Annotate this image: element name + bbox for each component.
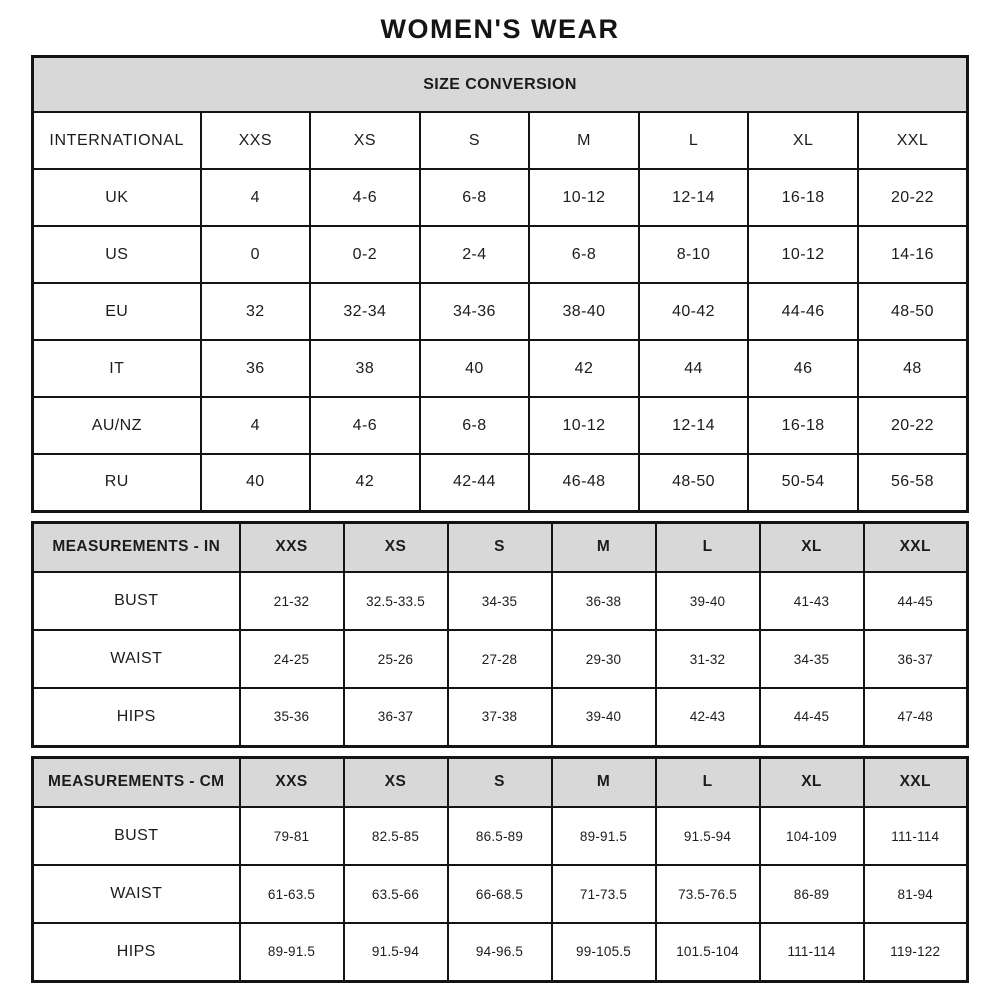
value-cell: 94-96.5 <box>448 923 552 981</box>
value-cell: 31-32 <box>656 630 760 688</box>
size-column-header: XS <box>344 757 448 807</box>
value-cell: 46 <box>748 340 858 397</box>
value-cell: 16-18 <box>748 397 858 454</box>
value-cell: 48 <box>858 340 968 397</box>
size-column-header: L <box>656 522 760 572</box>
value-cell: 48-50 <box>639 454 749 511</box>
row-label: IT <box>33 340 201 397</box>
table-row <box>33 865 968 923</box>
value-cell: 10-12 <box>748 226 858 283</box>
value-cell: 91.5-94 <box>656 807 760 865</box>
corner-header-cell: MEASUREMENTS - CM <box>33 757 240 807</box>
value-cell: 12-14 <box>639 397 749 454</box>
value-cell: 14-16 <box>858 226 968 283</box>
size-column-header: S <box>448 522 552 572</box>
size-column-header: XL <box>760 757 864 807</box>
row-label: US <box>33 226 201 283</box>
value-cell: 81-94 <box>864 865 968 923</box>
size-column-header: M <box>552 757 656 807</box>
value-cell: 29-30 <box>552 630 656 688</box>
value-cell: 44 <box>639 340 749 397</box>
value-cell: 38-40 <box>529 283 639 340</box>
value-cell: 44-46 <box>748 283 858 340</box>
row-label: HIPS <box>33 688 240 746</box>
row-label: WAIST <box>33 865 240 923</box>
value-cell: 40-42 <box>639 283 749 340</box>
table-row <box>33 454 968 511</box>
value-cell: 35-36 <box>240 688 344 746</box>
value-cell: 4 <box>201 169 311 226</box>
value-cell: 86.5-89 <box>448 807 552 865</box>
value-cell: 10-12 <box>529 397 639 454</box>
value-cell: 40 <box>201 454 311 511</box>
measurements-in-table <box>31 521 969 748</box>
value-cell: 24-25 <box>240 630 344 688</box>
table-row <box>33 169 968 226</box>
value-cell: 4-6 <box>310 397 420 454</box>
value-cell: 32 <box>201 283 311 340</box>
table-row <box>33 340 968 397</box>
size-column-header: M <box>552 522 656 572</box>
size-column-header: XXS <box>240 522 344 572</box>
table-title: SIZE CONVERSION <box>33 57 968 113</box>
value-cell: 44-45 <box>760 688 864 746</box>
value-cell: 6-8 <box>420 397 530 454</box>
value-cell: 91.5-94 <box>344 923 448 981</box>
value-cell: 86-89 <box>760 865 864 923</box>
value-cell: 82.5-85 <box>344 807 448 865</box>
value-cell: 119-122 <box>864 923 968 981</box>
value-cell: 101.5-104 <box>656 923 760 981</box>
size-column-header: S <box>420 112 530 169</box>
value-cell: 48-50 <box>858 283 968 340</box>
value-cell: 32-34 <box>310 283 420 340</box>
table-row <box>33 807 968 865</box>
size-column-header: L <box>639 112 749 169</box>
value-cell: 63.5-66 <box>344 865 448 923</box>
table-row <box>33 283 968 340</box>
row-label: WAIST <box>33 630 240 688</box>
size-column-header: XL <box>748 112 858 169</box>
value-cell: 89-91.5 <box>240 923 344 981</box>
value-cell: 0 <box>201 226 311 283</box>
row-label: BUST <box>33 807 240 865</box>
size-column-header: XXL <box>864 522 968 572</box>
value-cell: 36-37 <box>344 688 448 746</box>
size-conversion-table <box>31 55 969 513</box>
value-cell: 71-73.5 <box>552 865 656 923</box>
size-column-header: XS <box>344 522 448 572</box>
value-cell: 36-37 <box>864 630 968 688</box>
size-column-header: XXL <box>864 757 968 807</box>
value-cell: 34-36 <box>420 283 530 340</box>
tables-container <box>0 55 1000 983</box>
table-row <box>33 572 968 630</box>
value-cell: 34-35 <box>448 572 552 630</box>
size-column-header: XXS <box>240 757 344 807</box>
value-cell: 4 <box>201 397 311 454</box>
value-cell: 47-48 <box>864 688 968 746</box>
table-row <box>33 397 968 454</box>
size-column-header: XS <box>310 112 420 169</box>
value-cell: 42 <box>529 340 639 397</box>
value-cell: 73.5-76.5 <box>656 865 760 923</box>
value-cell: 79-81 <box>240 807 344 865</box>
value-cell: 104-109 <box>760 807 864 865</box>
value-cell: 12-14 <box>639 169 749 226</box>
table-row <box>33 688 968 746</box>
value-cell: 32.5-33.5 <box>344 572 448 630</box>
value-cell: 0-2 <box>310 226 420 283</box>
value-cell: 50-54 <box>748 454 858 511</box>
row-label: BUST <box>33 572 240 630</box>
value-cell: 8-10 <box>639 226 749 283</box>
value-cell: 21-32 <box>240 572 344 630</box>
value-cell: 20-22 <box>858 397 968 454</box>
value-cell: 36-38 <box>552 572 656 630</box>
value-cell: 44-45 <box>864 572 968 630</box>
measurements-cm-table <box>31 756 969 983</box>
value-cell: 39-40 <box>552 688 656 746</box>
value-cell: 99-105.5 <box>552 923 656 981</box>
table-row <box>33 630 968 688</box>
value-cell: 56-58 <box>858 454 968 511</box>
value-cell: 40 <box>420 340 530 397</box>
value-cell: 46-48 <box>529 454 639 511</box>
size-column-header: L <box>656 757 760 807</box>
value-cell: 38 <box>310 340 420 397</box>
size-column-header: XXL <box>858 112 968 169</box>
corner-header-cell: MEASUREMENTS - IN <box>33 522 240 572</box>
value-cell: 25-26 <box>344 630 448 688</box>
row-label: HIPS <box>33 923 240 981</box>
value-cell: 111-114 <box>760 923 864 981</box>
value-cell: 66-68.5 <box>448 865 552 923</box>
value-cell: 36 <box>201 340 311 397</box>
table-row <box>33 923 968 981</box>
table-row <box>33 226 968 283</box>
value-cell: 42-44 <box>420 454 530 511</box>
value-cell: 111-114 <box>864 807 968 865</box>
value-cell: 61-63.5 <box>240 865 344 923</box>
value-cell: 34-35 <box>760 630 864 688</box>
value-cell: 6-8 <box>529 226 639 283</box>
value-cell: 4-6 <box>310 169 420 226</box>
page-title: WOMEN'S WEAR <box>380 14 620 44</box>
row-label: EU <box>33 283 201 340</box>
value-cell: 37-38 <box>448 688 552 746</box>
size-column-header: M <box>529 112 639 169</box>
row-label: UK <box>33 169 201 226</box>
corner-header-cell: INTERNATIONAL <box>33 112 201 169</box>
value-cell: 20-22 <box>858 169 968 226</box>
value-cell: 42-43 <box>656 688 760 746</box>
value-cell: 10-12 <box>529 169 639 226</box>
size-column-header: S <box>448 757 552 807</box>
value-cell: 89-91.5 <box>552 807 656 865</box>
value-cell: 42 <box>310 454 420 511</box>
value-cell: 41-43 <box>760 572 864 630</box>
value-cell: 6-8 <box>420 169 530 226</box>
row-label: RU <box>33 454 201 511</box>
value-cell: 16-18 <box>748 169 858 226</box>
size-column-header: XXS <box>201 112 311 169</box>
value-cell: 39-40 <box>656 572 760 630</box>
value-cell: 27-28 <box>448 630 552 688</box>
value-cell: 2-4 <box>420 226 530 283</box>
size-column-header: XL <box>760 522 864 572</box>
row-label: AU/NZ <box>33 397 201 454</box>
